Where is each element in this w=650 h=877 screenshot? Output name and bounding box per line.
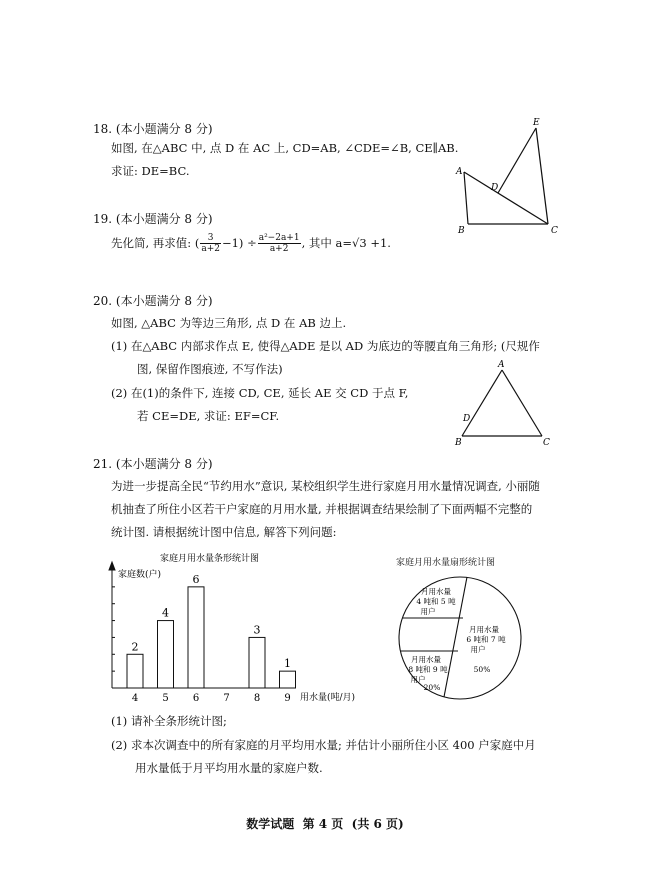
q21-text-line-2: 机抽查了所住小区若干户家庭的月用水量, 并根据调查结果绘制了下面两幅不完整的 <box>111 502 533 516</box>
q19-middle: −1) ÷ <box>221 236 257 250</box>
q20-heading: 20. (本小题满分 8 分) <box>93 294 213 308</box>
q18-label-d: D <box>491 183 499 193</box>
pie-slice-6-7-label-2: 6 吨和 7 吨 <box>466 635 506 644</box>
q19-fraction-2-denominator: a+2 <box>269 244 289 254</box>
pie-slice-8-9-label-2: 8 吨和 9 吨 <box>408 665 448 674</box>
pie-slice-6-7-percent: 50% <box>473 665 491 674</box>
q19-expression <box>111 233 391 254</box>
q19-prefix: 先化简, 再求值: ( <box>111 236 200 250</box>
q18-label-b: B <box>458 226 465 236</box>
q21-heading: 21. (本小题满分 8 分) <box>93 457 213 471</box>
q20-triangle-figure <box>452 356 562 448</box>
q18-label-e: E <box>533 118 540 128</box>
bar-chart-x-tick-label: 9 <box>284 693 291 704</box>
pie-slice-8-9-label-3: 用户 <box>410 675 426 684</box>
bar-9-value-label: 1 <box>284 657 291 671</box>
q21-text-line-3: 统计图. 请根据统计图中信息, 解答下列问题: <box>111 525 337 539</box>
pie-slice-4-5-label-2: 4 吨和 5 吨 <box>416 597 456 606</box>
q20-label-c: C <box>543 438 550 448</box>
bar-chart-x-label: 用水量(吨/月) <box>300 693 356 703</box>
q21-part1: (1) 请补全条形统计图; <box>111 714 227 728</box>
q21-part2-line-1: (2) 求本次调查中的所有家庭的月平均用水量; 并估计小丽所住小区 400 户家庭中月 <box>111 738 536 752</box>
bar-chart-y-axis-arrow <box>109 562 115 570</box>
pie-chart-title: 家庭月用水量扇形统计图 <box>396 558 496 568</box>
q21-part2-line-2: 用水量低于月平均用水量的家庭户数. <box>135 761 323 775</box>
pie-slice-6-7-label-1: 月用水量 <box>469 625 499 634</box>
bar-5-value-label: 4 <box>162 606 169 620</box>
q20-part1-line-1: (1) 在△ABC 内部求作点 E, 使得△ADE 是以 AD 为底边的等腰直角三角形; (尺规作 <box>111 339 540 353</box>
q18-text-line-1: 如图, 在△ABC 中, 点 D 在 AC 上, CD=AB, ∠CDE=∠B, CE∥AB. <box>111 141 459 155</box>
bar-chart-x-tick-label: 4 <box>131 693 139 704</box>
page-footer: 数学试题 第 4 页 (共 6 页) <box>246 817 404 831</box>
bar-6-value-label: 6 <box>192 572 200 586</box>
pie-slice-8-9-percent: 20% <box>423 683 441 692</box>
pie-slice-6-7-label-3: 用户 <box>470 645 486 654</box>
bar-8 <box>249 637 265 688</box>
q18-text-line-2: 求证: DE=BC. <box>111 164 190 178</box>
q19-fraction-2 <box>258 233 301 254</box>
bar-9 <box>280 671 296 688</box>
q20-label-b: B <box>455 438 462 448</box>
q19-fraction-1-denominator: a+2 <box>201 244 220 254</box>
bar-4-value-label: 2 <box>131 640 139 654</box>
bar-chart-y-label: 家庭数(户) <box>118 570 162 580</box>
bar-6 <box>188 587 204 688</box>
q19-heading: 19. (本小题满分 8 分) <box>93 212 213 226</box>
bar-chart-title: 家庭月用水量条形统计图 <box>160 554 260 564</box>
q19-fraction-1 <box>200 233 221 254</box>
q20-part2-line-2: 若 CE=DE, 求证: EF=CF. <box>137 409 280 423</box>
q18-label-c: C <box>551 226 558 236</box>
q20-label-a: A <box>498 360 505 370</box>
q20-label-d: D <box>463 414 471 424</box>
q19-suffix: , 其中 a=√3 +1. <box>301 236 391 250</box>
bar-5 <box>158 621 174 688</box>
bar-chart <box>100 548 380 710</box>
q20-intro: 如图, △ABC 为等边三角形, 点 D 在 AB 边上. <box>111 316 347 330</box>
bar-8-value-label: 3 <box>253 623 261 637</box>
q18-triangle-figure <box>448 112 568 240</box>
q20-part2-line-1: (2) 在(1)的条件下, 连接 CD, CE, 延长 AE 交 CD 于点 F, <box>111 386 409 400</box>
pie-slice-4-5-label-3: 用户 <box>420 607 436 616</box>
bar-chart-x-tick-label: 6 <box>192 693 200 704</box>
pie-slice-8-9-label-1: 月用水量 <box>411 655 441 664</box>
q18-label-a: A <box>456 167 463 177</box>
q20-part1-line-2: 图, 保留作图痕迹, 不写作法) <box>137 362 283 376</box>
bar-chart-x-tick-label: 7 <box>223 693 230 704</box>
bar-chart-x-tick-label: 5 <box>162 693 169 704</box>
q18-heading: 18. (本小题满分 8 分) <box>93 122 213 136</box>
q21-text-line-1: 为进一步提高全民“节约用水”意识, 某校组织学生进行家庭月用水量情况调查, 小丽随 <box>111 479 540 493</box>
pie-slice-4-5-label-1: 月用水量 <box>421 587 451 596</box>
bar-4 <box>127 654 143 688</box>
q19-fraction-1-numerator: 3 <box>200 233 221 244</box>
bar-chart-x-tick-label: 8 <box>253 693 261 704</box>
pie-chart <box>392 574 532 706</box>
q19-fraction-2-numerator: a²−2a+1 <box>258 233 300 243</box>
